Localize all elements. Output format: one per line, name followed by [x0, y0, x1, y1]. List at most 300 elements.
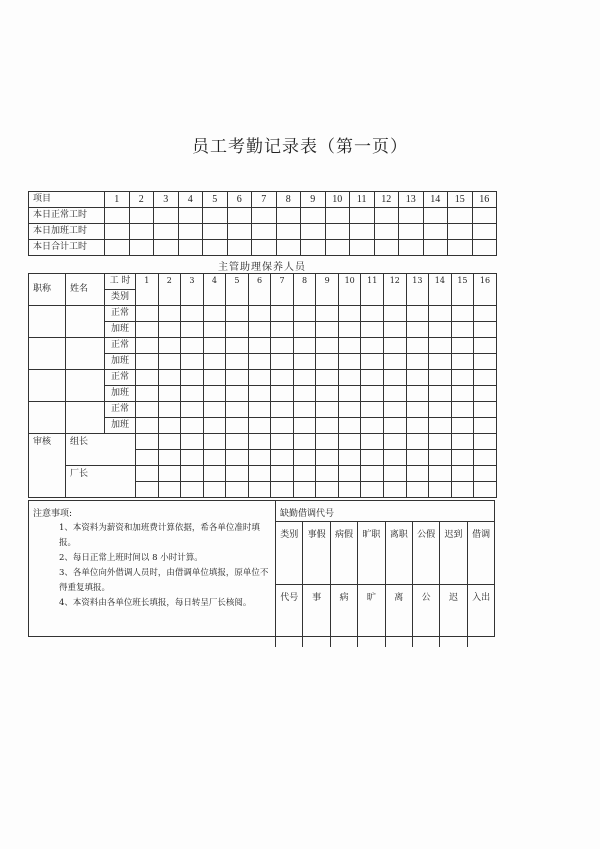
col-type-header: 类别 — [105, 290, 136, 306]
hours-cell[interactable] — [325, 224, 350, 240]
hours-cell[interactable] — [325, 208, 350, 224]
day-header: 6 — [248, 274, 271, 306]
signature-cell[interactable] — [203, 482, 226, 498]
hours-cell[interactable] — [293, 338, 316, 354]
hours-cell[interactable] — [399, 208, 424, 224]
position-cell[interactable] — [29, 370, 66, 402]
hours-cell[interactable] — [474, 418, 497, 434]
signature-cell[interactable] — [451, 450, 474, 466]
hours-cell[interactable] — [129, 224, 154, 240]
signature-cell[interactable] — [271, 450, 294, 466]
signature-cell[interactable] — [361, 482, 384, 498]
notes-panel — [29, 501, 276, 636]
notes-section — [28, 500, 495, 637]
hours-cell[interactable] — [429, 338, 452, 354]
signature-cell[interactable] — [406, 434, 429, 450]
hours-cell[interactable] — [474, 306, 497, 322]
hours-cell[interactable] — [423, 224, 448, 240]
hours-cell[interactable] — [203, 370, 226, 386]
table-row — [29, 466, 497, 482]
code-value: 事 — [303, 585, 330, 648]
hours-cell[interactable] — [361, 370, 384, 386]
hours-cell[interactable] — [316, 322, 339, 338]
hours-cell[interactable] — [448, 208, 473, 224]
hours-cell[interactable] — [227, 240, 252, 256]
hours-cell[interactable] — [271, 306, 294, 322]
hours-cell[interactable] — [474, 386, 497, 402]
hours-cell[interactable] — [429, 418, 452, 434]
hours-cell[interactable] — [158, 370, 181, 386]
signature-cell[interactable] — [384, 450, 407, 466]
hours-cell[interactable] — [181, 418, 204, 434]
hours-cell[interactable] — [316, 306, 339, 322]
hours-cell[interactable] — [136, 402, 159, 418]
position-cell[interactable] — [29, 402, 66, 434]
signature-cell[interactable] — [158, 450, 181, 466]
hours-cell[interactable] — [105, 208, 130, 224]
hours-cell[interactable] — [338, 338, 361, 354]
day-header: 11 — [361, 274, 384, 306]
hours-cell[interactable] — [448, 240, 473, 256]
hours-cell[interactable] — [338, 306, 361, 322]
hours-cell[interactable] — [276, 224, 301, 240]
hours-cell[interactable] — [361, 306, 384, 322]
hours-cell[interactable] — [451, 418, 474, 434]
hours-cell[interactable] — [429, 322, 452, 338]
hours-cell[interactable] — [271, 386, 294, 402]
hours-cell[interactable] — [203, 240, 228, 256]
hours-cell[interactable] — [423, 240, 448, 256]
signature-cell[interactable] — [429, 434, 452, 450]
hours-cell[interactable] — [316, 418, 339, 434]
signature-cell[interactable] — [338, 482, 361, 498]
row-label: 本日正常工时 — [29, 208, 105, 224]
hours-cell[interactable] — [451, 402, 474, 418]
signature-cell[interactable] — [136, 482, 159, 498]
hours-cell[interactable] — [301, 208, 326, 224]
table-header-row — [29, 192, 497, 208]
hours-cell[interactable] — [406, 370, 429, 386]
signature-cell[interactable] — [338, 466, 361, 482]
table-row — [29, 240, 497, 256]
hours-cell[interactable] — [181, 402, 204, 418]
table-header-row — [29, 274, 497, 290]
hours-cell[interactable] — [105, 224, 130, 240]
hours-cell[interactable] — [248, 306, 271, 322]
signature-cell[interactable] — [316, 466, 339, 482]
name-cell[interactable] — [66, 370, 105, 402]
hours-cell[interactable] — [384, 386, 407, 402]
position-cell[interactable] — [29, 306, 66, 338]
hours-cell[interactable] — [158, 306, 181, 322]
hours-cell[interactable] — [136, 306, 159, 322]
hours-cell[interactable] — [384, 338, 407, 354]
hours-cell[interactable] — [338, 386, 361, 402]
hours-cell[interactable] — [158, 418, 181, 434]
hours-cell[interactable] — [361, 354, 384, 370]
hours-cell[interactable] — [158, 338, 181, 354]
hours-cell[interactable] — [429, 386, 452, 402]
hours-cell[interactable] — [374, 208, 399, 224]
signature-cell[interactable] — [474, 482, 497, 498]
hours-cell[interactable] — [384, 418, 407, 434]
signature-cell[interactable] — [226, 482, 249, 498]
hours-cell[interactable] — [406, 354, 429, 370]
signature-cell[interactable] — [384, 434, 407, 450]
hours-cell[interactable] — [406, 386, 429, 402]
hours-cell[interactable] — [301, 224, 326, 240]
signature-cell[interactable] — [338, 434, 361, 450]
hours-cell[interactable] — [158, 402, 181, 418]
hours-cell[interactable] — [406, 338, 429, 354]
signature-cell[interactable] — [136, 434, 159, 450]
hours-cell[interactable] — [136, 418, 159, 434]
signature-cell[interactable] — [338, 450, 361, 466]
hours-cell[interactable] — [316, 338, 339, 354]
hours-cell[interactable] — [293, 402, 316, 418]
hours-cell[interactable] — [293, 386, 316, 402]
signature-cell[interactable] — [293, 434, 316, 450]
hours-cell[interactable] — [203, 402, 226, 418]
staff-attendance-table — [28, 273, 497, 498]
hours-cell[interactable] — [181, 322, 204, 338]
signature-cell[interactable] — [158, 482, 181, 498]
hours-cell[interactable] — [203, 418, 226, 434]
hours-cell[interactable] — [178, 208, 203, 224]
name-cell[interactable] — [66, 338, 105, 370]
hours-cell[interactable] — [203, 306, 226, 322]
hours-cell[interactable] — [136, 338, 159, 354]
hours-cell[interactable] — [129, 240, 154, 256]
signature-cell[interactable] — [271, 482, 294, 498]
hours-cell[interactable] — [203, 224, 228, 240]
hour-type-label: 加班 — [105, 418, 136, 434]
day-header: 8 — [276, 192, 301, 208]
hours-cell[interactable] — [271, 370, 294, 386]
day-header: 12 — [384, 274, 407, 306]
hours-cell[interactable] — [271, 338, 294, 354]
hours-cell[interactable] — [252, 240, 277, 256]
hours-cell[interactable] — [361, 418, 384, 434]
hours-cell[interactable] — [293, 418, 316, 434]
hours-cell[interactable] — [429, 370, 452, 386]
hours-cell[interactable] — [136, 370, 159, 386]
hours-cell[interactable] — [451, 354, 474, 370]
hours-cell[interactable] — [178, 240, 203, 256]
signature-cell[interactable] — [271, 434, 294, 450]
hours-cell[interactable] — [181, 306, 204, 322]
hours-cell[interactable] — [451, 386, 474, 402]
hours-cell[interactable] — [226, 370, 249, 386]
hours-cell[interactable] — [226, 306, 249, 322]
signature-cell[interactable] — [248, 466, 271, 482]
hours-cell[interactable] — [406, 418, 429, 434]
col-type-header: 工 时 — [105, 274, 136, 290]
signature-cell[interactable] — [181, 450, 204, 466]
signature-cell[interactable] — [474, 450, 497, 466]
hours-cell[interactable] — [474, 354, 497, 370]
signature-cell[interactable] — [361, 466, 384, 482]
hours-cell[interactable] — [384, 322, 407, 338]
hours-cell[interactable] — [472, 240, 497, 256]
hours-cell[interactable] — [129, 208, 154, 224]
hours-cell[interactable] — [226, 322, 249, 338]
hours-cell[interactable] — [474, 322, 497, 338]
hours-cell[interactable] — [301, 240, 326, 256]
hours-cell[interactable] — [136, 322, 159, 338]
signature-cell[interactable] — [451, 482, 474, 498]
hours-cell[interactable] — [276, 208, 301, 224]
hours-cell[interactable] — [474, 370, 497, 386]
hours-cell[interactable] — [451, 370, 474, 386]
hours-cell[interactable] — [472, 208, 497, 224]
table-row — [29, 370, 497, 386]
hours-cell[interactable] — [406, 402, 429, 418]
signature-cell[interactable] — [474, 434, 497, 450]
hours-cell[interactable] — [472, 224, 497, 240]
signature-cell[interactable] — [248, 450, 271, 466]
hours-cell[interactable] — [316, 402, 339, 418]
signature-cell[interactable] — [226, 434, 249, 450]
hours-cell[interactable] — [474, 402, 497, 418]
notes-list — [59, 521, 273, 611]
hours-cell[interactable] — [158, 322, 181, 338]
hours-cell[interactable] — [226, 386, 249, 402]
day-header: 10 — [325, 192, 350, 208]
hours-cell[interactable] — [293, 370, 316, 386]
day-header: 16 — [472, 192, 497, 208]
day-header: 8 — [293, 274, 316, 306]
hours-cell[interactable] — [226, 402, 249, 418]
signature-cell[interactable] — [248, 482, 271, 498]
signature-cell[interactable] — [361, 450, 384, 466]
hours-cell[interactable] — [361, 386, 384, 402]
hours-cell[interactable] — [248, 354, 271, 370]
hours-cell[interactable] — [429, 306, 452, 322]
hours-cell[interactable] — [154, 240, 179, 256]
hours-cell[interactable] — [181, 386, 204, 402]
section-heading: 主管助理保养人员 — [218, 262, 306, 273]
hours-cell[interactable] — [406, 306, 429, 322]
note-item: 2、每日正常上班时间以 8 小时计算。 — [59, 553, 203, 563]
hours-cell[interactable] — [226, 354, 249, 370]
hour-type-label: 正常 — [105, 306, 136, 322]
hours-cell[interactable] — [203, 386, 226, 402]
page-title: 员工考勤记录表（第一页） — [192, 137, 408, 157]
day-header: 14 — [429, 274, 452, 306]
hours-cell[interactable] — [374, 240, 399, 256]
signature-cell[interactable] — [271, 466, 294, 482]
code-category: 事假 — [303, 522, 330, 585]
hours-cell[interactable] — [105, 240, 130, 256]
signature-cell[interactable] — [384, 466, 407, 482]
hours-cell[interactable] — [248, 338, 271, 354]
code-category: 借调 — [467, 522, 494, 585]
hours-cell[interactable] — [252, 224, 277, 240]
signature-cell[interactable] — [293, 466, 316, 482]
hours-cell[interactable] — [226, 418, 249, 434]
hours-cell[interactable] — [423, 208, 448, 224]
name-cell[interactable] — [66, 402, 105, 434]
hours-cell[interactable] — [406, 322, 429, 338]
table-row — [29, 338, 497, 354]
hours-cell[interactable] — [271, 402, 294, 418]
hours-cell[interactable] — [399, 240, 424, 256]
signature-cell[interactable] — [384, 482, 407, 498]
day-header: 1 — [105, 192, 130, 208]
day-header: 14 — [423, 192, 448, 208]
hours-cell[interactable] — [271, 354, 294, 370]
hours-cell[interactable] — [293, 322, 316, 338]
signature-cell[interactable] — [406, 450, 429, 466]
signature-cell[interactable] — [451, 434, 474, 450]
hours-cell[interactable] — [361, 338, 384, 354]
hours-cell[interactable] — [384, 370, 407, 386]
day-header: 9 — [301, 192, 326, 208]
signature-cell[interactable] — [293, 482, 316, 498]
signature-cell[interactable] — [406, 466, 429, 482]
hours-cell[interactable] — [451, 338, 474, 354]
hours-cell[interactable] — [154, 208, 179, 224]
signature-cell[interactable] — [316, 450, 339, 466]
hours-cell[interactable] — [338, 370, 361, 386]
hours-cell[interactable] — [293, 354, 316, 370]
hours-cell[interactable] — [203, 208, 228, 224]
hours-cell[interactable] — [316, 386, 339, 402]
hours-cell[interactable] — [338, 418, 361, 434]
signature-cell[interactable] — [203, 434, 226, 450]
hours-cell[interactable] — [227, 224, 252, 240]
hours-cell[interactable] — [316, 370, 339, 386]
hours-cell[interactable] — [252, 208, 277, 224]
day-header: 13 — [406, 274, 429, 306]
hours-cell[interactable] — [226, 338, 249, 354]
hours-cell[interactable] — [248, 402, 271, 418]
review-label: 审核 — [29, 434, 66, 498]
hours-cell[interactable] — [203, 322, 226, 338]
signature-cell[interactable] — [203, 466, 226, 482]
hours-cell[interactable] — [350, 208, 375, 224]
table-row — [29, 306, 497, 322]
hours-cell[interactable] — [316, 354, 339, 370]
hours-cell[interactable] — [429, 402, 452, 418]
signature-cell[interactable] — [158, 434, 181, 450]
signature-cell[interactable] — [181, 434, 204, 450]
signature-cell[interactable] — [158, 466, 181, 482]
hours-cell[interactable] — [178, 224, 203, 240]
signature-cell[interactable] — [316, 482, 339, 498]
signature-cell[interactable] — [181, 466, 204, 482]
hours-cell[interactable] — [399, 224, 424, 240]
hours-cell[interactable] — [154, 224, 179, 240]
hours-cell[interactable] — [271, 418, 294, 434]
table-row — [276, 585, 495, 648]
table-row — [276, 522, 495, 585]
signature-cell[interactable] — [361, 434, 384, 450]
hours-cell[interactable] — [158, 386, 181, 402]
code-category: 旷职 — [358, 522, 385, 585]
hours-cell[interactable] — [227, 208, 252, 224]
hours-cell[interactable] — [451, 306, 474, 322]
signature-cell[interactable] — [429, 450, 452, 466]
hours-cell[interactable] — [350, 224, 375, 240]
hours-cell[interactable] — [136, 386, 159, 402]
hours-cell[interactable] — [181, 338, 204, 354]
codes-title: 缺勤借调代号 — [280, 509, 335, 519]
day-header: 3 — [181, 274, 204, 306]
signature-cell[interactable] — [451, 466, 474, 482]
hours-cell[interactable] — [384, 354, 407, 370]
name-cell[interactable] — [66, 306, 105, 338]
signature-cell[interactable] — [293, 450, 316, 466]
position-cell[interactable] — [29, 338, 66, 370]
hours-cell[interactable] — [203, 338, 226, 354]
hours-cell[interactable] — [338, 402, 361, 418]
hour-type-label: 加班 — [105, 386, 136, 402]
signature-cell[interactable] — [429, 466, 452, 482]
day-header: 10 — [338, 274, 361, 306]
signature-cell[interactable] — [203, 450, 226, 466]
hours-cell[interactable] — [203, 354, 226, 370]
signature-cell[interactable] — [136, 466, 159, 482]
signature-cell[interactable] — [429, 482, 452, 498]
hours-cell[interactable] — [384, 402, 407, 418]
signature-cell[interactable] — [248, 434, 271, 450]
hours-cell[interactable] — [248, 370, 271, 386]
hours-cell[interactable] — [448, 224, 473, 240]
signature-cell[interactable] — [226, 450, 249, 466]
hours-cell[interactable] — [325, 240, 350, 256]
hours-cell[interactable] — [384, 306, 407, 322]
hours-cell[interactable] — [248, 386, 271, 402]
hours-cell[interactable] — [276, 240, 301, 256]
table-row — [29, 402, 497, 418]
hours-cell[interactable] — [361, 322, 384, 338]
hours-cell[interactable] — [338, 322, 361, 338]
signature-cell[interactable] — [474, 466, 497, 482]
hours-cell[interactable] — [338, 354, 361, 370]
signature-cell[interactable] — [136, 450, 159, 466]
signature-cell[interactable] — [406, 482, 429, 498]
hours-cell[interactable] — [293, 306, 316, 322]
code-value: 离 — [385, 585, 412, 648]
hours-cell[interactable] — [429, 354, 452, 370]
leader-label: 组长 — [66, 434, 136, 466]
signature-cell[interactable] — [226, 466, 249, 482]
code-value: 迟 — [440, 585, 467, 648]
hours-cell[interactable] — [374, 224, 399, 240]
hours-cell[interactable] — [474, 338, 497, 354]
signature-cell[interactable] — [181, 482, 204, 498]
code-value: 代号 — [276, 585, 303, 648]
hours-cell[interactable] — [158, 354, 181, 370]
hours-cell[interactable] — [271, 322, 294, 338]
hours-cell[interactable] — [136, 354, 159, 370]
code-value: 公 — [412, 585, 439, 648]
hours-cell[interactable] — [451, 322, 474, 338]
hours-cell[interactable] — [181, 370, 204, 386]
hours-cell[interactable] — [248, 322, 271, 338]
hours-cell[interactable] — [248, 418, 271, 434]
hours-cell[interactable] — [350, 240, 375, 256]
codes-panel — [276, 501, 494, 636]
code-category: 类别 — [276, 522, 303, 585]
day-header: 9 — [316, 274, 339, 306]
hours-cell[interactable] — [181, 354, 204, 370]
hours-cell[interactable] — [361, 402, 384, 418]
hour-type-label: 正常 — [105, 402, 136, 418]
signature-cell[interactable] — [316, 434, 339, 450]
